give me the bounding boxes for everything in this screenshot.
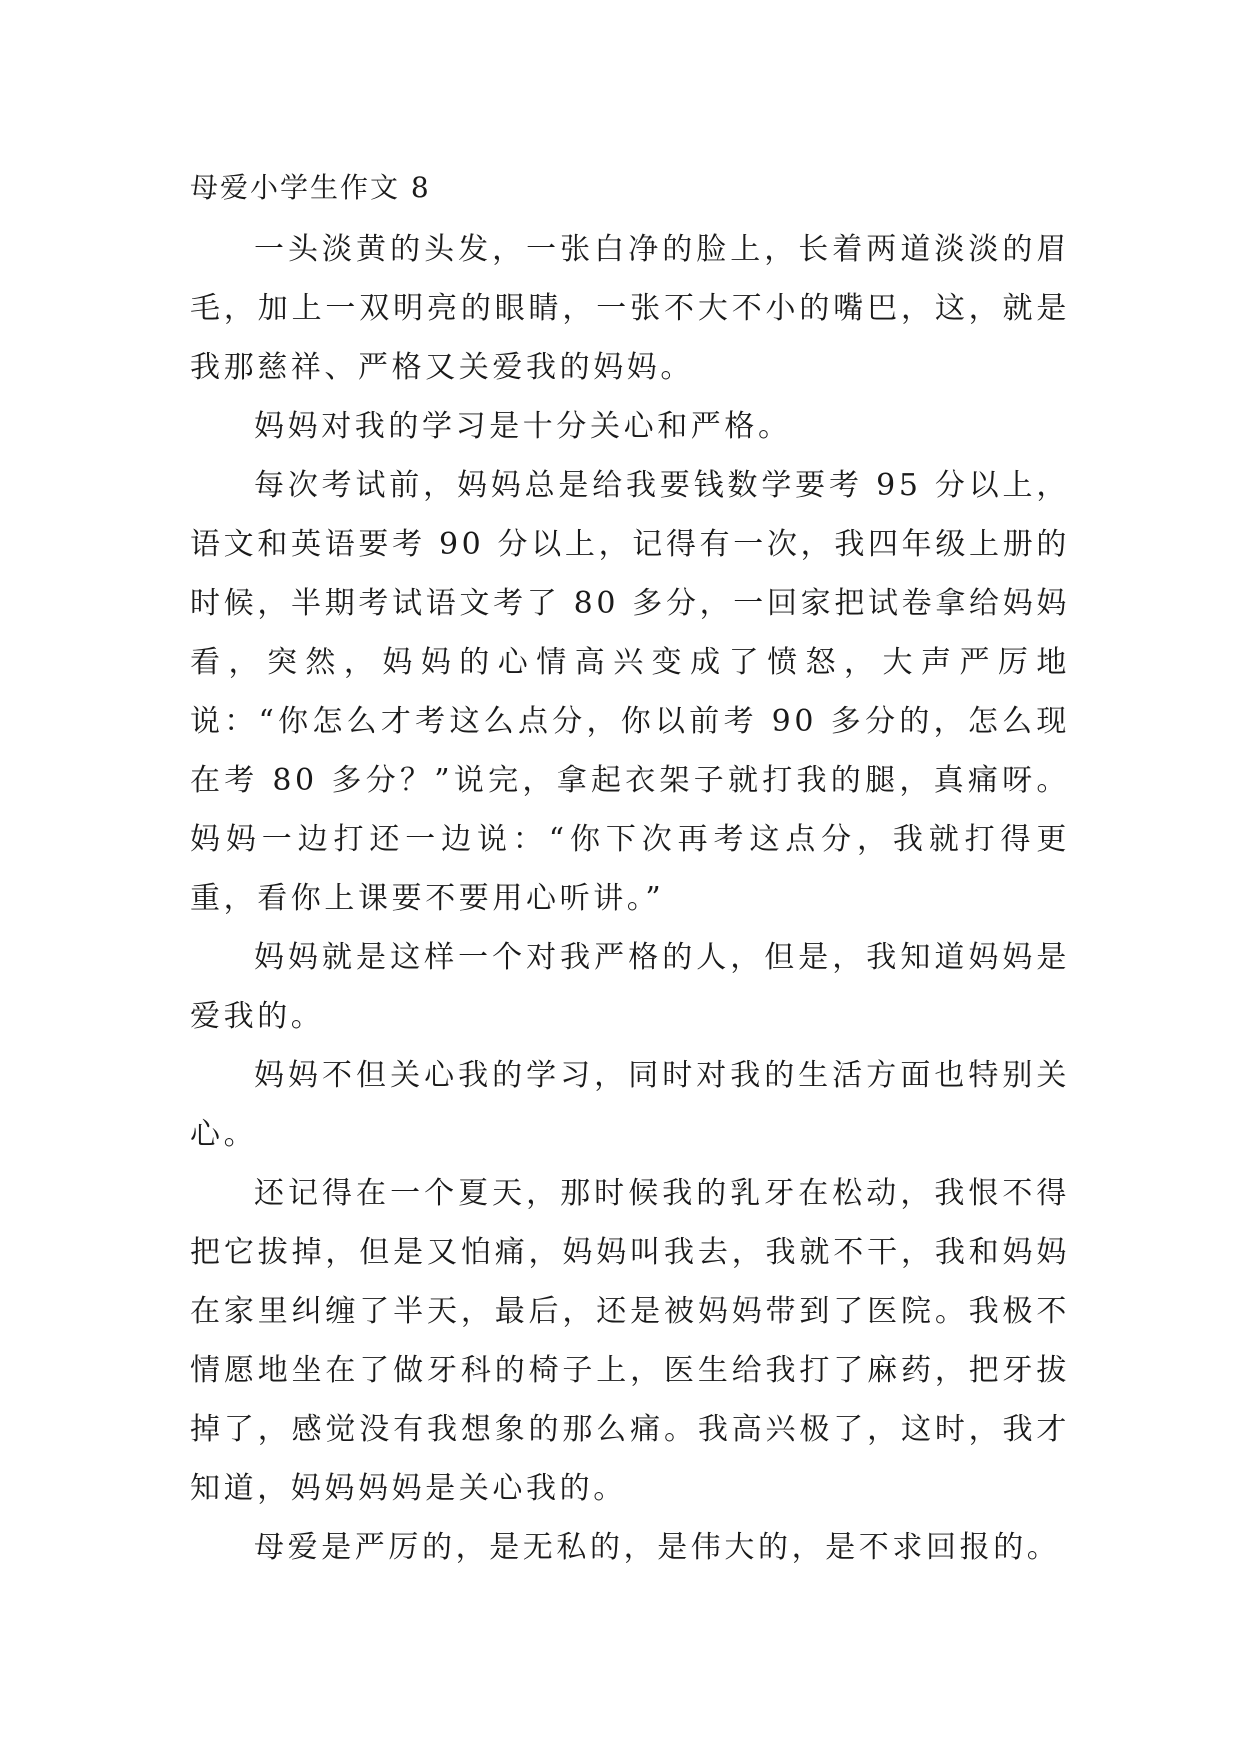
- document-title: 母爱小学生作文 8: [190, 171, 431, 204]
- paragraph: 妈妈就是这样一个对我严格的人，但是，我知道妈妈是爱我的。: [190, 940, 1070, 1034]
- paragraph: 还记得在一个夏天，那时候我的乳牙在松动，我恨不得把它拔掉，但是又怕痛，妈妈叫我去，我就不干，我和妈妈在家里纠缠了半天，最后，还是被妈妈带到了医院。我极不情愿地坐在了做牙科的椅子上，医生给我打了麻药，把牙拔掉了，感觉没有我想象的那么痛。我高兴极了，这时，我才知道，妈妈妈妈是关心我的。: [190, 1176, 1070, 1506]
- paragraph: 母爱是严厉的，是无私的，是伟大的，是不求回报的。: [254, 1530, 1061, 1565]
- paragraph: 一头淡黄的头发，一张白净的脸上，长着两道淡淡的眉毛，加上一双明亮的眼睛，一张不大不小的嘴巴，这，就是我那慈祥、严格又关爱我的妈妈。: [190, 232, 1070, 385]
- document-body: [190, 220, 1070, 1577]
- paragraph: 妈妈不但关心我的学习，同时对我的生活方面也特别关心。: [190, 1058, 1070, 1152]
- paragraph: 妈妈对我的学习是十分关心和严格。: [254, 409, 792, 444]
- paragraph: 每次考试前，妈妈总是给我要钱数学要考 95 分以上，语文和英语要考 90 分以上，记得有一次，我四年级上册的时候，半期考试语文考了 80 多分，一回家把试卷拿给妈妈看，突然，妈妈的心情高兴变成了愤怒，大声严厉地说：“你怎么才考这么点分，你以前考 90 多分的，怎么现在考 80 多分？”说完，拿起衣架子就打我的腿，真痛呀。妈妈一边打还一边说：“你下次再考这点分，我就打得更重，看你上课要不要用心听讲。”: [190, 468, 1070, 916]
